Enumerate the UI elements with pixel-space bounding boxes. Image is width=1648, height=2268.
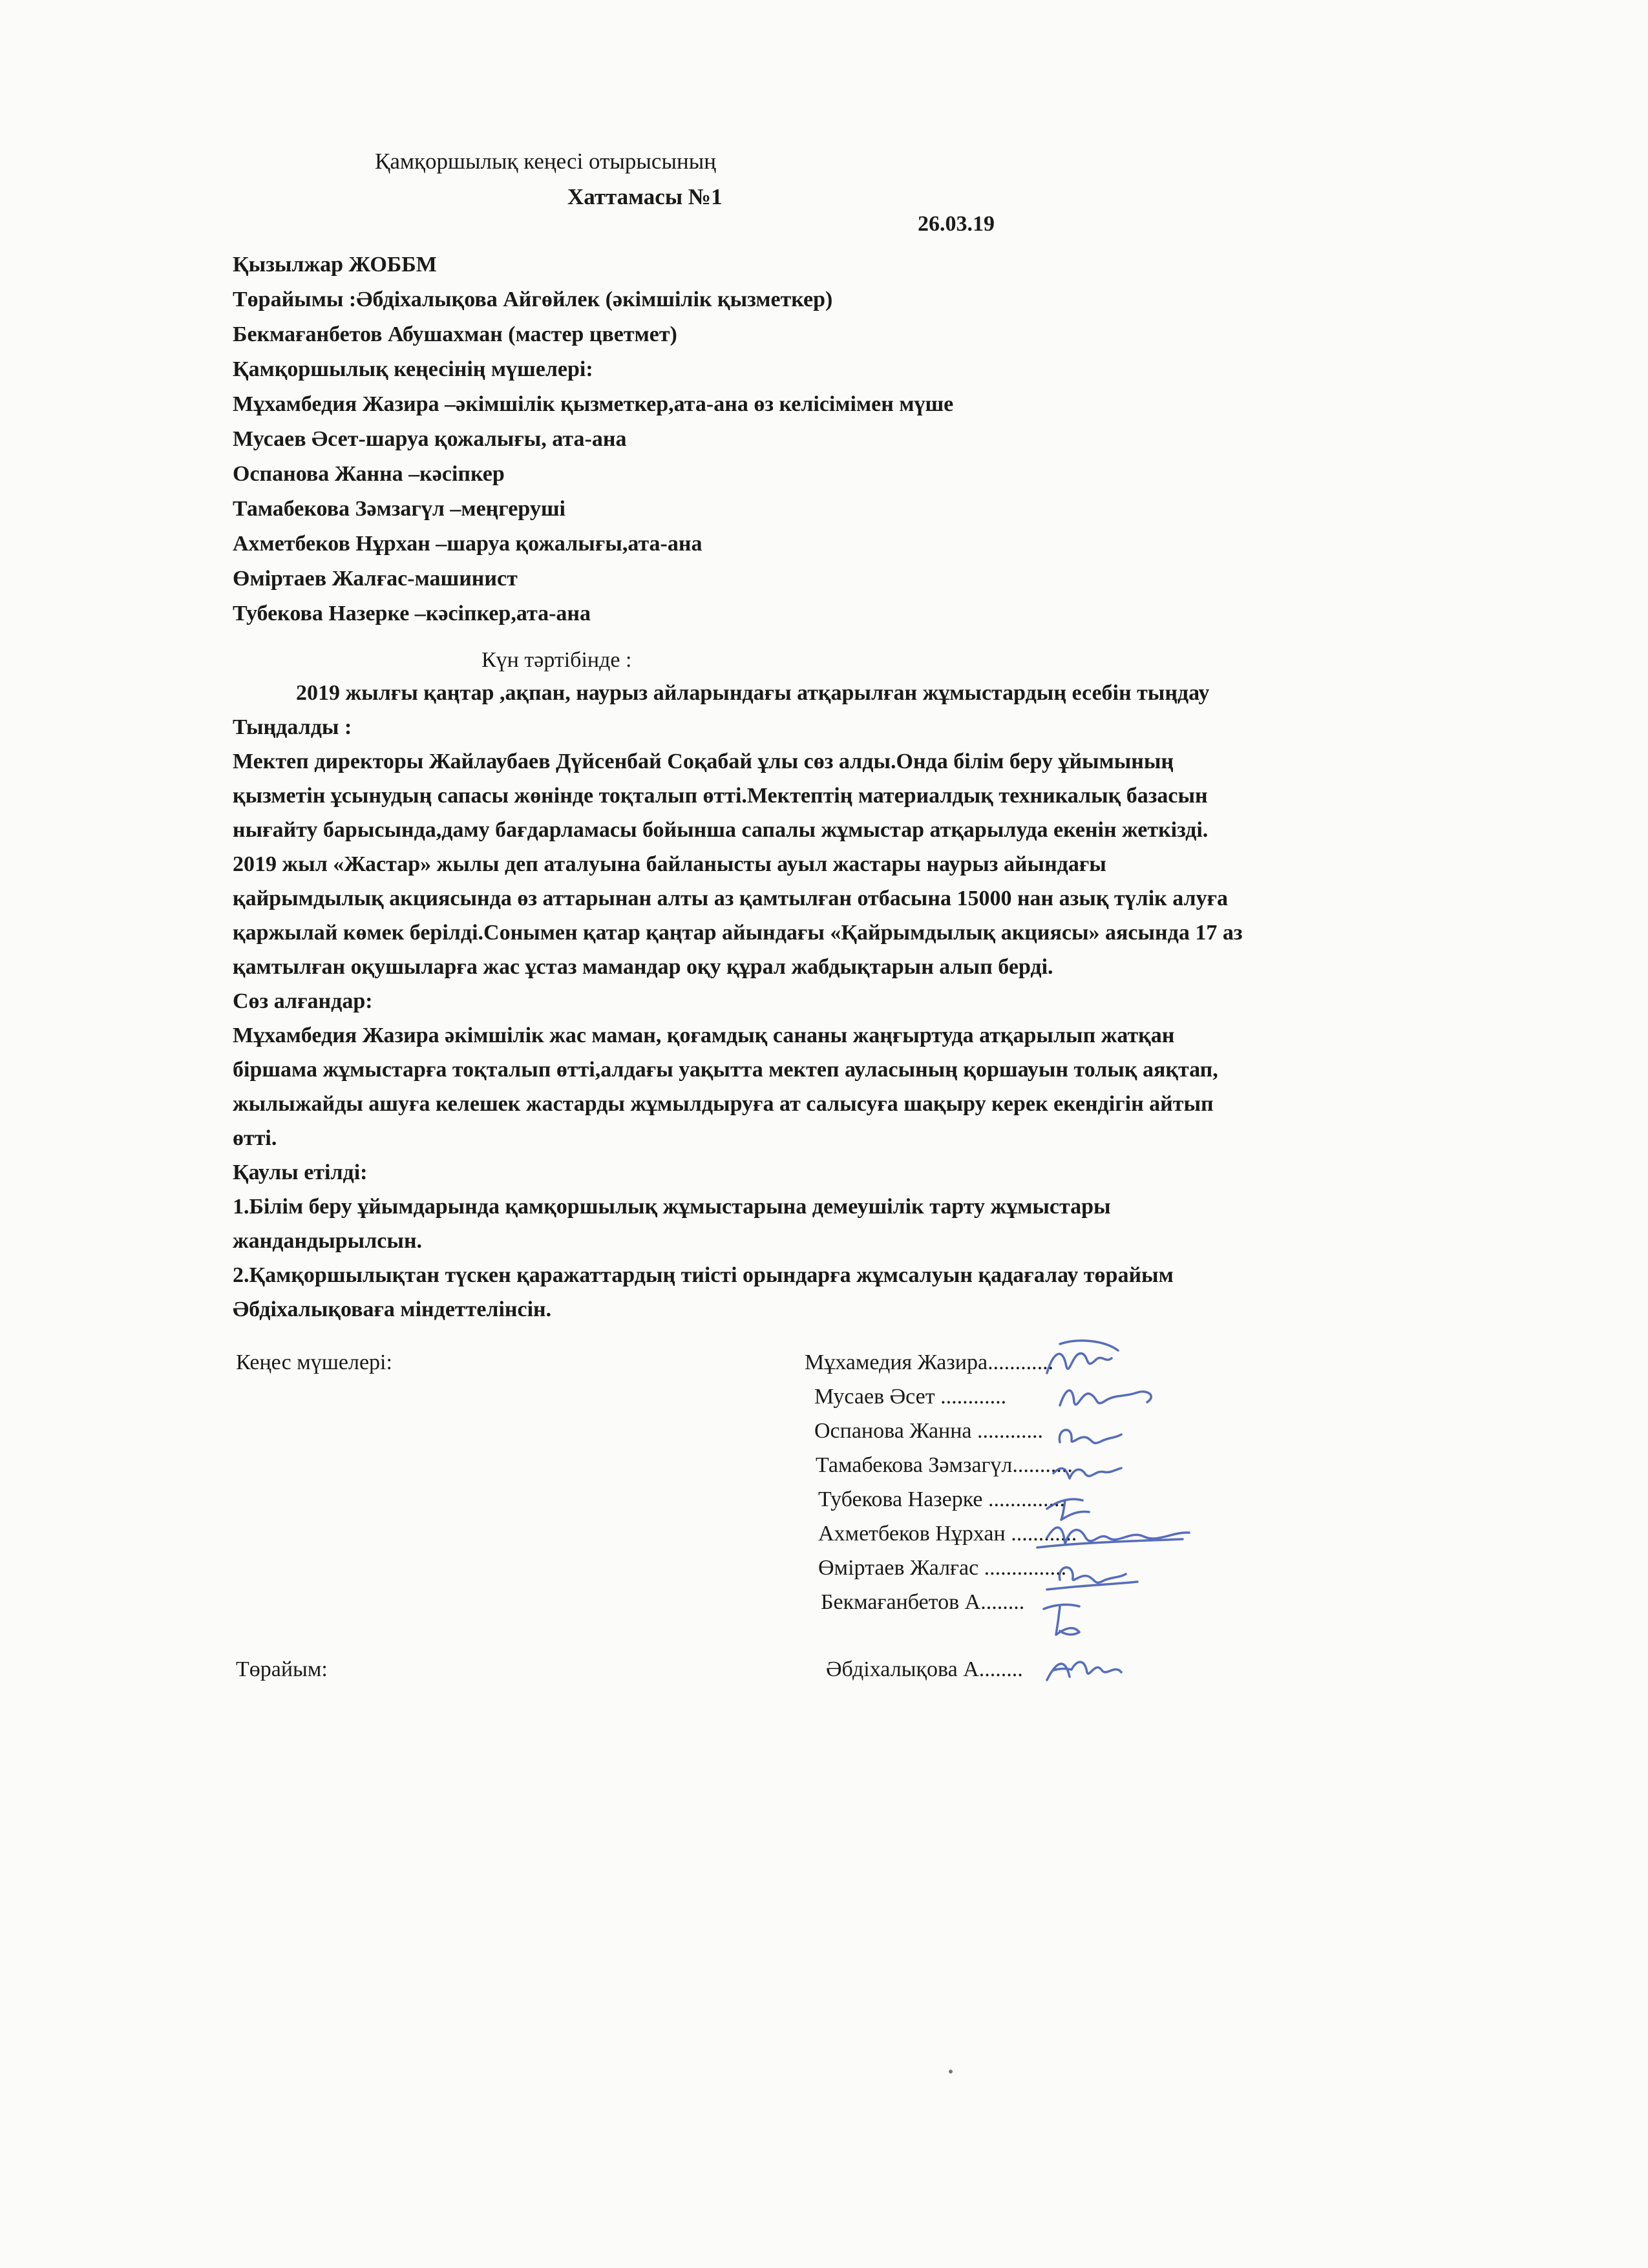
protocol-number: Хаттамасы №1 [567,184,723,209]
speakers-line: өтті. [233,1126,277,1150]
signature-scribble [1047,1662,1121,1680]
speakers-line: Мұхамбедия Жазира әкімшілік жас маман, қоғамдық сананы жаңғыртуда атқарылып жатқан [233,1024,1175,1047]
heard-line: нығайту барысында,даму бағдарламасы бойынша сапалы жұмыстар атқарылуда екенін жеткізді. [233,818,1209,842]
resolved-line: жандандырылсын. [233,1229,423,1253]
speakers-line: жылыжайды ашуға келешек жастарды жұмылдыруға ат салысуға шақыру керек екендігін айтып [233,1092,1214,1116]
member-signature-row: Өміртаев Жалғас ............... [818,1556,1067,1580]
header-line: Өміртаев Жалғас-машинист [233,567,518,591]
resolved-line: 1.Білім беру ұйымдарында қамқоршылық жұмыстарына демеушілік тарту жұмыстары [233,1195,1111,1219]
speakers-line: біршама жұмыстарға тоқталып өтті,алдағы уақытта мектеп ауласының қоршауын толық аяқтап, [233,1058,1218,1082]
member-signature-row: Мұхамедия Жазира............ [805,1350,1054,1374]
speakers-heading: Сөз алғандар: [233,989,373,1013]
header-line: Бекмағанбетов Абушахман (мастер цветмет) [233,322,677,346]
header-line: Мусаев Әсет-шаруа қожалығы, ата-ана [233,427,627,451]
signature-scribble [1059,1430,1121,1443]
member-signature-row: Оспанова Жанна ............ [814,1419,1044,1443]
document-date: 26.03.19 [918,212,995,236]
heard-line: қайрымдылық акциясында өз аттарынан алты аз қамтылған отбасына 15000 нан азық түлік алуға [233,887,1229,910]
resolved-line: 2.Қамқоршылықтан түскен қаражаттардың тиісті орындарға жұмсалуын қадағалау төрайым [233,1263,1174,1287]
header-line: Тамабекова Зәмзагүл –меңгеруші [233,497,565,521]
header-line: Төрайымы :Әбдіхалықова Айгөйлек (әкімшілік қызметкер) [233,288,833,311]
header-line: Қамқоршылық кеңесінің мүшелері: [233,357,593,381]
agenda-heading: Күн тәртібінде : [481,648,632,672]
signature-scribble [1053,1468,1121,1478]
signature-scribble [1047,1341,1118,1373]
handwritten-signatures [1034,1325,1228,1686]
heard-line: қызметін ұсынудың сапасы жөнінде тоқталып өтті.Мектептің материалдық техникалық базасын [233,784,1208,808]
member-signature-row: Тамабекова Зәмзагүл........... [816,1453,1073,1477]
chair-label: Төрайым: [236,1657,328,1681]
signature-scribble [1060,1391,1151,1405]
header-line: Оспанова Жанна –кәсіпкер [233,462,505,486]
header-line: Тубекова Назерке –кәсіпкер,ата-ана [233,602,591,625]
members-label: Кеңес мүшелері: [236,1350,392,1374]
heard-heading: Тыңдалды : [233,715,352,739]
body-block [233,676,1461,1327]
member-signature-row: Мусаев Әсет ............ [814,1385,1007,1409]
signature-scribble [1047,1499,1089,1520]
agenda-item: 2019 жылғы қаңтар ,ақпан, наурыз айларындағы атқарылған жұмыстардың есебін тыңдау [296,681,1210,705]
member-signature-row: Тубекова Назерке .............. [818,1487,1065,1511]
signature-scribble [1047,1568,1137,1590]
chair-signature-row: Әбдіхалықова А........ [826,1657,1023,1681]
heard-line: Мектеп директоры Жайлаубаев Дүйсенбай Соқабай ұлы сөз алды.Онда білім беру ұйымының [233,750,1174,773]
scan-speck [949,2070,953,2074]
heard-line: қаржылай көмек берілді.Сонымен қатар қаңтар айындағы «Қайрымдылық акциясы» аясында 17 аз [233,921,1243,945]
document-title: Қамқоршылық кеңесі отырысының [375,149,716,174]
header-block [233,247,1461,631]
resolved-line: Әбдіхалықоваға міндеттелінсін. [233,1297,552,1321]
header-line: Мұхамбедия Жазира –әкімшілік қызметкер,ата-ана өз келісімімен мүше [233,392,954,416]
header-line: Ахметбеков Нұрхан –шаруа қожалығы,ата-ана [233,532,703,556]
signature-scribble [1037,1528,1189,1548]
resolved-heading: Қаулы етілді: [233,1160,368,1184]
signature-scribble [1044,1604,1079,1635]
member-signature-row: Ахметбеков Нұрхан ............ [818,1522,1077,1546]
member-signature-row: Бекмағанбетов А........ [821,1590,1025,1614]
heard-line: 2019 жыл «Жастар» жылы деп аталуына байланысты ауыл жастары наурыз айындағы [233,852,1106,876]
header-line: Қызылжар ЖОББМ [233,253,437,277]
heard-line: қамтылған оқушыларға жас ұстаз мамандар оқу құрал жабдықтарын алып берді. [233,955,1053,979]
